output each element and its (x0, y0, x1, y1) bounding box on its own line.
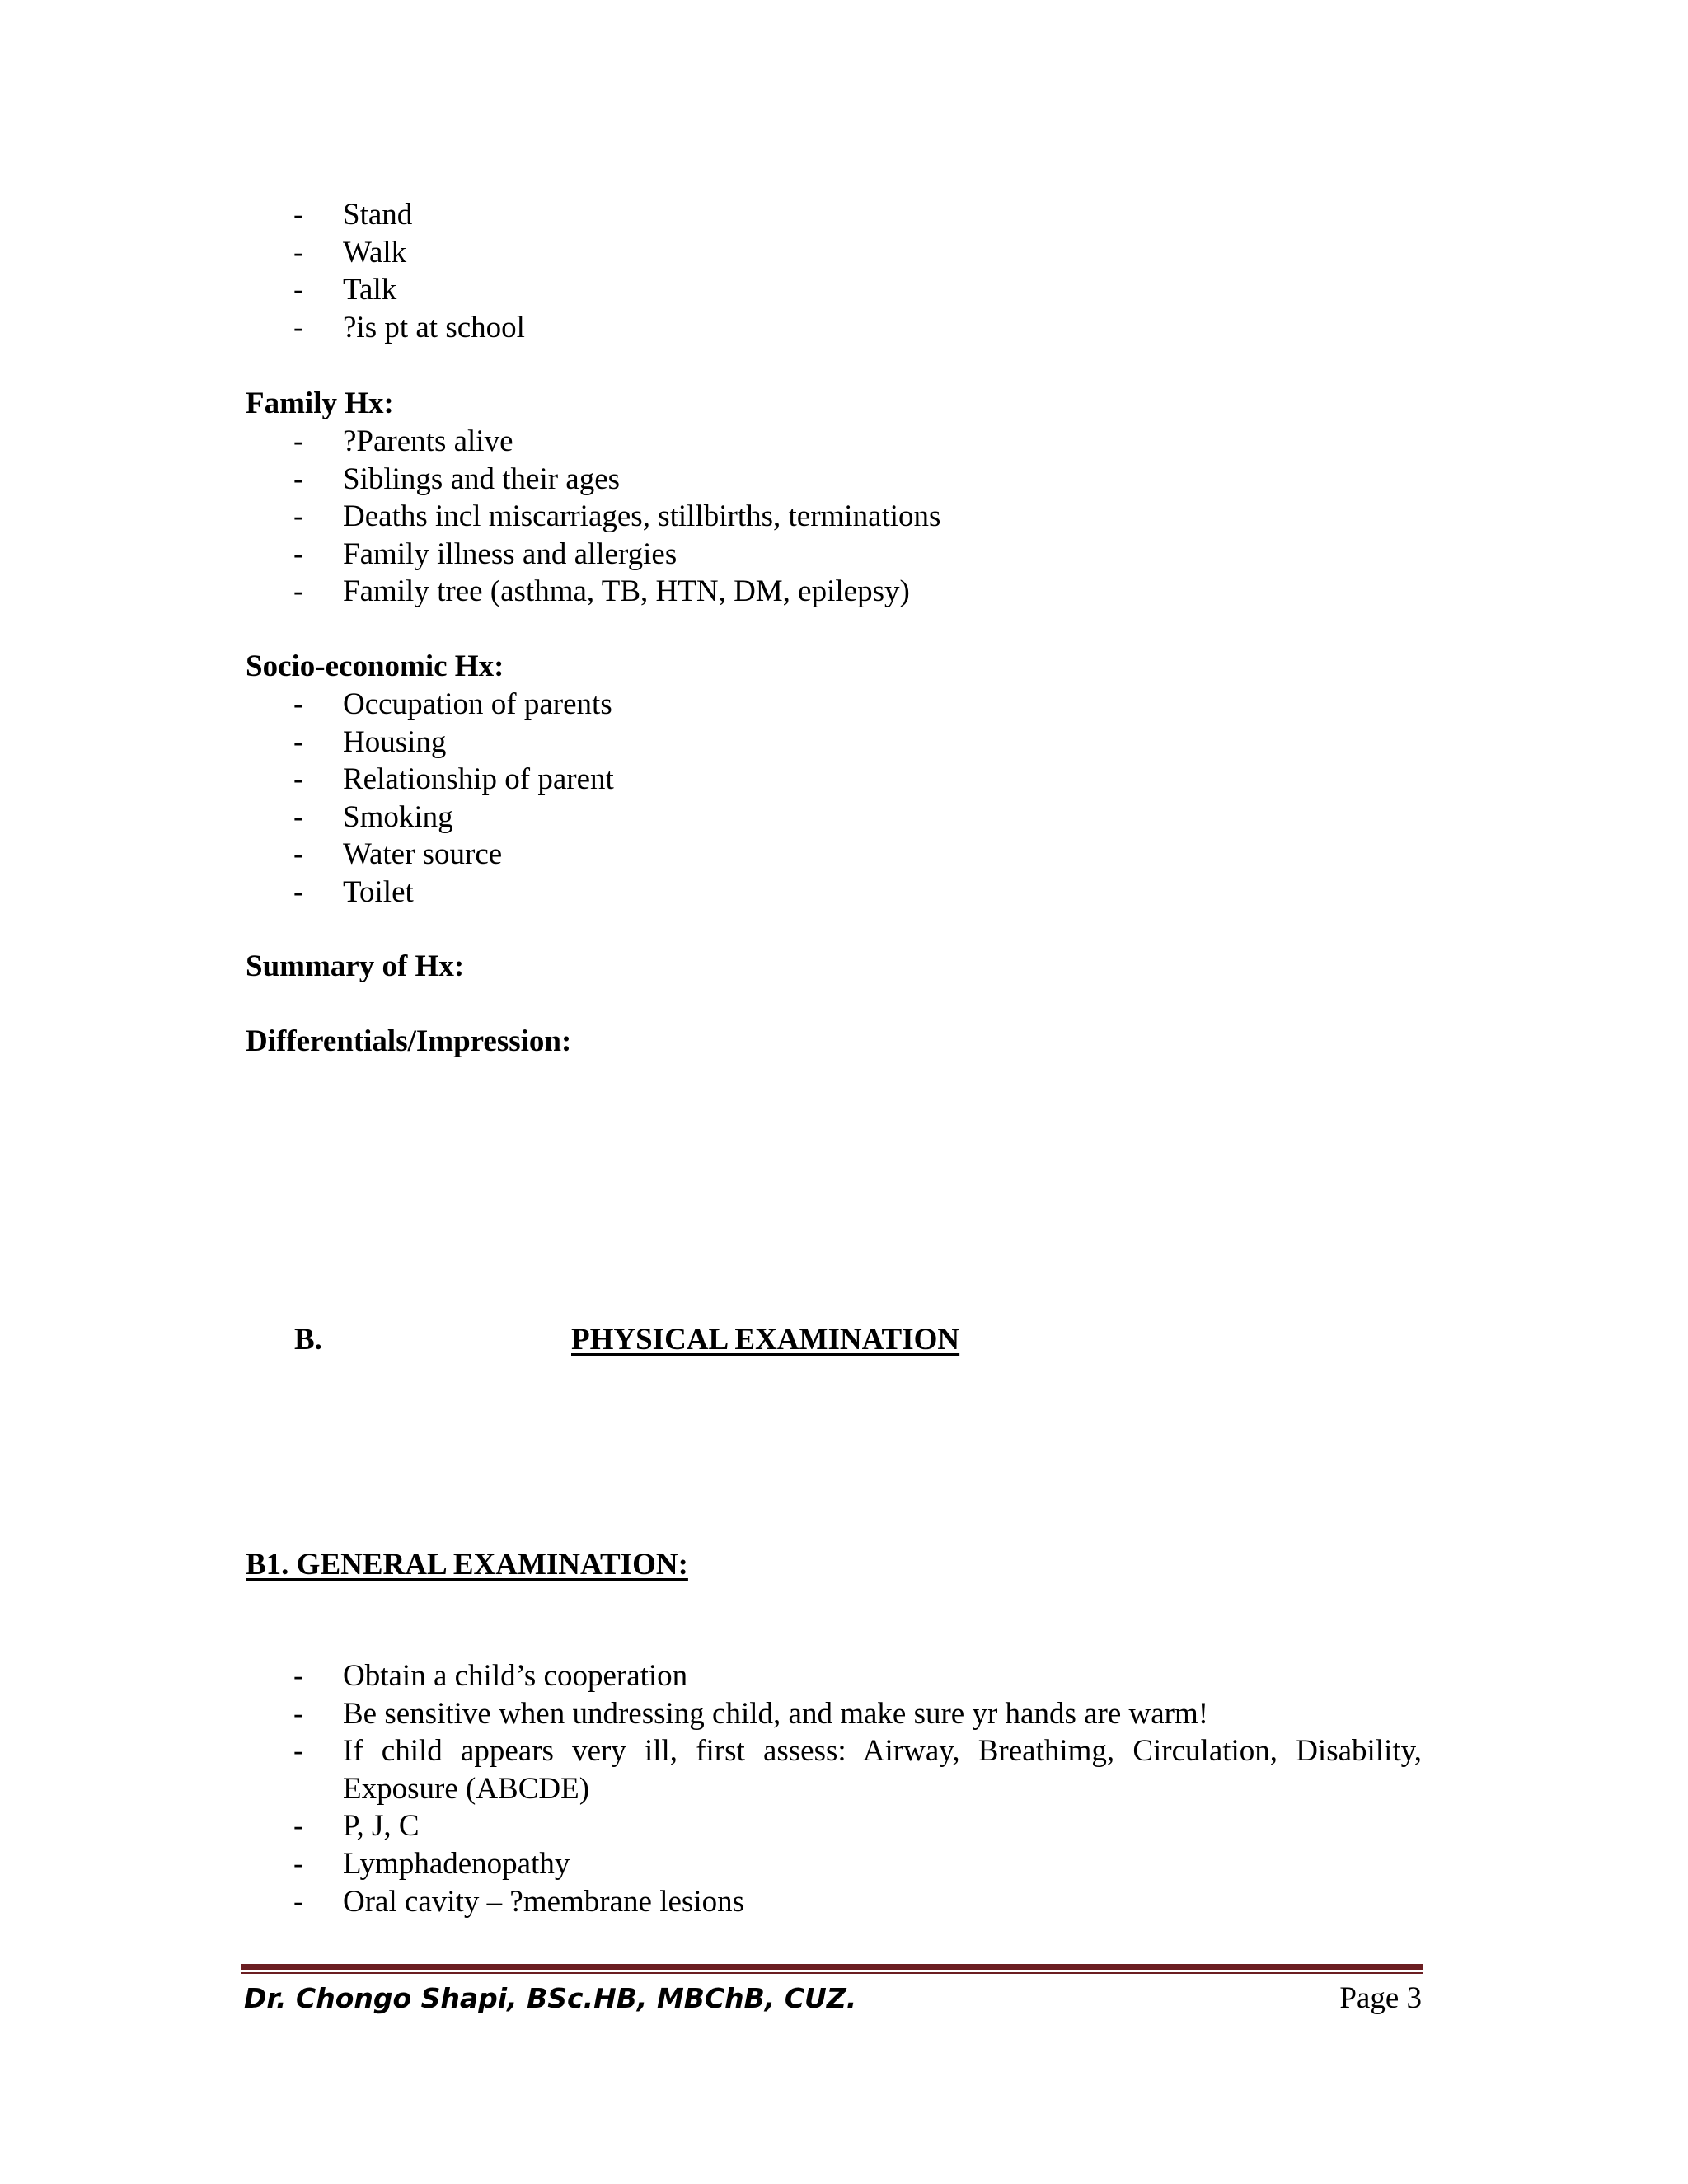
differentials-heading: Differentials/Impression: (246, 1024, 572, 1058)
milestones-list (246, 196, 1422, 346)
footer-rule (241, 1964, 1423, 1970)
list-item: - Family illness and allergies (246, 536, 1422, 574)
general-exam-title: B1. GENERAL EXAMINATION: (246, 1548, 688, 1582)
list-item: - Lymphadenopathy (246, 1845, 1422, 1883)
socio-economic-hx-list (246, 686, 1422, 912)
list-item: - Oral cavity – ?membrane lesions (246, 1883, 1422, 1921)
list-item: - Be sensitive when undressing child, and make sure yr hands are warm! (246, 1695, 1422, 1733)
list-item: - Housing (246, 724, 1422, 762)
list-item: - Occupation of parents (246, 686, 1422, 724)
page-number: Page 3 (1339, 1981, 1422, 2015)
section-title: PHYSICAL EXAMINATION (571, 1323, 960, 1357)
list-item: - P, J, C (246, 1807, 1422, 1845)
list-item: - Obtain a child’s cooperation (246, 1657, 1422, 1695)
footer-author: Dr. Chongo Shapi, BSc.HB, MBChB, CUZ. (244, 1982, 857, 2014)
family-hx-heading: Family Hx: (246, 387, 394, 420)
list-item: - ?is pt at school (246, 309, 1422, 347)
list-item: - Toilet (246, 874, 1422, 912)
list-item: - ?Parents alive (246, 423, 1422, 461)
socio-economic-hx-section (246, 648, 1422, 912)
list-item: - Relationship of parent (246, 761, 1422, 799)
list-item: - If child appears very ill, first assess: Airway, Breathimg, Circulation, Disability, Exposure (ABCDE) (246, 1732, 1422, 1807)
family-hx-section (246, 385, 1422, 611)
list-item: - Walk (246, 234, 1422, 272)
summary-section (246, 948, 1422, 986)
general-exam-list (246, 1657, 1422, 1920)
section-letter: B. (294, 1323, 322, 1357)
list-item: - Deaths incl miscarriages, stillbirths, terminations (246, 498, 1422, 536)
list-item: - Talk (246, 271, 1422, 309)
list-item: - Family tree (asthma, TB, HTN, DM, epilepsy) (246, 573, 1422, 611)
differentials-section (246, 1023, 1422, 1061)
list-item: - Siblings and their ages (246, 461, 1422, 499)
milestones-section (246, 196, 1422, 346)
list-item: - Water source (246, 836, 1422, 874)
socio-economic-hx-heading: Socio-economic Hx: (246, 649, 504, 683)
footer-rule-thin (241, 1972, 1423, 1974)
general-exam-section (246, 1657, 1422, 1920)
family-hx-list (246, 423, 1422, 611)
list-item: - Smoking (246, 799, 1422, 837)
list-item: - Stand (246, 196, 1422, 234)
summary-heading: Summary of Hx: (246, 949, 465, 983)
